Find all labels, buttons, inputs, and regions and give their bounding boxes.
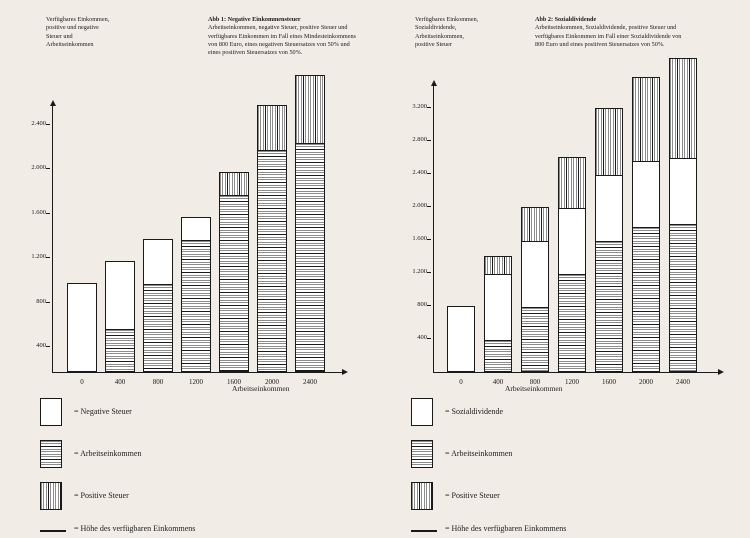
bar-0 xyxy=(447,306,475,372)
x-axis-arrow-icon xyxy=(342,369,348,375)
bar-6 xyxy=(669,58,697,372)
segment-sozialdividende xyxy=(559,208,585,274)
segment-sozialdividende xyxy=(670,158,696,224)
x-axis-arrow-icon xyxy=(718,369,724,375)
y-tick: 1.600 xyxy=(22,209,46,216)
y-tick: 3.200 xyxy=(403,103,427,110)
x-axis xyxy=(433,372,718,373)
bar-1 xyxy=(484,256,512,372)
bar-4 xyxy=(595,108,623,372)
caption-line: Steuer und xyxy=(46,32,73,40)
y-tick: 1.200 xyxy=(403,268,427,275)
y-tick: 400 xyxy=(403,334,427,341)
segment-arbeitseinkommen xyxy=(144,284,172,372)
segment-sozialdividende xyxy=(633,161,659,227)
segment-positive-steuer xyxy=(485,257,511,274)
segment-positive-steuer xyxy=(596,109,622,175)
y-axis-arrow-icon xyxy=(431,80,437,86)
x-tick-3: 1200 xyxy=(189,378,203,386)
y-tick: 2.000 xyxy=(403,202,427,209)
legend-line-icon xyxy=(411,530,437,532)
figure-2-title: Abb 2: Sozialdividende xyxy=(535,16,597,23)
segment-sozialdividende xyxy=(522,241,548,307)
legend-label-2: = Positive Steuer xyxy=(445,491,500,500)
legend-label-2: = Positive Steuer xyxy=(74,491,129,500)
bar-0 xyxy=(67,283,97,372)
caption-left-1 xyxy=(46,16,156,49)
bar-2 xyxy=(143,239,173,372)
y-tick: 400 xyxy=(22,342,46,349)
segment-negative-steuer xyxy=(182,218,210,240)
caption-line: positive und negative xyxy=(46,24,99,32)
figure-1-panel xyxy=(0,0,375,533)
bar-4 xyxy=(219,172,249,372)
segment-arbeitseinkommen xyxy=(485,340,511,372)
legend-label-3: = Höhe des verfügbaren Einkommens xyxy=(74,524,196,533)
bar-2 xyxy=(521,207,549,372)
x-tick-4: 1600 xyxy=(227,378,241,386)
y-axis xyxy=(52,106,53,372)
x-tick-4: 1600 xyxy=(602,378,616,386)
x-tick-0: 0 xyxy=(80,378,84,386)
x-tick-5: 2000 xyxy=(639,378,653,386)
x-axis-label-2: Arbeitseinkommen xyxy=(505,384,563,393)
legend-line-icon xyxy=(40,530,66,532)
caption-figure-2 xyxy=(535,16,685,49)
y-axis-arrow-icon xyxy=(50,100,56,106)
segment-positive-steuer xyxy=(258,106,286,150)
caption-line: Verfügbares Einkommen, xyxy=(415,16,479,23)
segment-negative-steuer xyxy=(106,262,134,329)
segment-arbeitseinkommen xyxy=(559,274,585,372)
segment-arbeitseinkommen xyxy=(182,240,210,372)
segment-positive-steuer xyxy=(670,59,696,158)
bar-1 xyxy=(105,261,135,372)
figure-2-chart xyxy=(412,80,733,386)
bar-3 xyxy=(181,217,211,372)
segment-arbeitseinkommen xyxy=(106,329,134,372)
bar-5 xyxy=(257,105,287,372)
segment-arbeitseinkommen xyxy=(258,150,286,372)
segment-sozialdividende xyxy=(596,175,622,241)
segment-positive-steuer xyxy=(633,78,659,161)
bar-3 xyxy=(558,157,586,372)
legend-label-1: = Arbeitseinkommen xyxy=(74,449,142,458)
y-tick: 2.400 xyxy=(403,169,427,176)
x-tick-0: 0 xyxy=(459,378,463,386)
x-tick-1: 400 xyxy=(114,378,126,386)
legend-swatch-sozialdividende xyxy=(411,398,433,426)
segment-arbeitseinkommen xyxy=(220,195,248,372)
segment-arbeitseinkommen xyxy=(296,143,324,372)
figure-2-body: Arbeitseinkommen, Sozialdividende, positive Steuer und verfügbares Einkommen im Fall einer Sozialdividende von 800 Euro und eines positiven Steuersatzes von 50%. xyxy=(535,24,682,49)
legend-swatch-positive-steuer xyxy=(40,482,62,510)
figure-2-panel xyxy=(375,0,750,533)
segment-negative-steuer xyxy=(68,284,96,372)
legend-swatch-arbeitseinkommen xyxy=(40,440,62,468)
legend-label-0: = Sozialdividende xyxy=(445,407,504,416)
legend-swatch-positive-steuer xyxy=(411,482,433,510)
x-tick-2: 800 xyxy=(152,378,164,386)
bar-6 xyxy=(295,75,325,372)
figure-1-title: Abb 1: Negative Einkommensteuer xyxy=(208,16,301,23)
segment-positive-steuer xyxy=(220,173,248,195)
y-tick: 2.000 xyxy=(22,164,46,171)
y-tick: 2.800 xyxy=(403,136,427,143)
x-axis xyxy=(52,372,342,373)
x-tick-3: 1200 xyxy=(565,378,579,386)
legend-label-3: = Höhe des verfügbaren Einkommens xyxy=(445,524,567,533)
y-axis xyxy=(433,86,434,372)
x-tick-6: 2400 xyxy=(303,378,317,386)
segment-arbeitseinkommen xyxy=(596,241,622,372)
legend-label-0: = Negative Steuer xyxy=(74,407,132,416)
segment-negative-steuer xyxy=(144,240,172,284)
x-tick-6: 2400 xyxy=(676,378,690,386)
segment-sozialdividende xyxy=(485,274,511,340)
caption-line: Sozialdividende, xyxy=(415,24,457,32)
y-tick: 800 xyxy=(403,301,427,308)
caption-line: Arbeitseinkommen, xyxy=(415,32,464,40)
segment-sozialdividende xyxy=(448,307,474,372)
caption-line: Verfügbares Einkommen, xyxy=(46,16,110,23)
y-tick: 1.200 xyxy=(22,253,46,260)
x-tick-5: 2000 xyxy=(265,378,279,386)
segment-positive-steuer xyxy=(559,158,585,208)
x-tick-1: 400 xyxy=(492,378,504,386)
segment-positive-steuer xyxy=(296,76,324,143)
segment-arbeitseinkommen xyxy=(670,224,696,372)
caption-left-2 xyxy=(415,16,525,49)
legend-swatch-negative-steuer xyxy=(40,398,62,426)
caption-line: positive Steuer xyxy=(415,41,452,49)
segment-arbeitseinkommen xyxy=(633,227,659,372)
figure-1-body: Arbeitseinkommen, negative Steuer, positive Steuer und verfügbares Einkommen im Fall eines Mindesteinkommens von 800 Euro, eines negativen Steuersatzes von 50% und eines positiven Steuersatzes von 50%. xyxy=(208,24,356,57)
figure-1-chart xyxy=(31,100,352,390)
legend-swatch-arbeitseinkommen xyxy=(411,440,433,468)
bar-5 xyxy=(632,77,660,372)
caption-line: Arbeitseinkommen xyxy=(46,41,94,49)
y-tick: 800 xyxy=(22,298,46,305)
y-tick: 1.600 xyxy=(403,235,427,242)
x-tick-2: 800 xyxy=(529,378,541,386)
segment-arbeitseinkommen xyxy=(522,307,548,372)
segment-positive-steuer xyxy=(522,208,548,241)
y-tick: 2.400 xyxy=(22,120,46,127)
x-axis-label-1: Arbeitseinkommen xyxy=(232,384,290,393)
caption-figure-1 xyxy=(208,16,358,58)
legend-label-1: = Arbeitseinkommen xyxy=(445,449,513,458)
